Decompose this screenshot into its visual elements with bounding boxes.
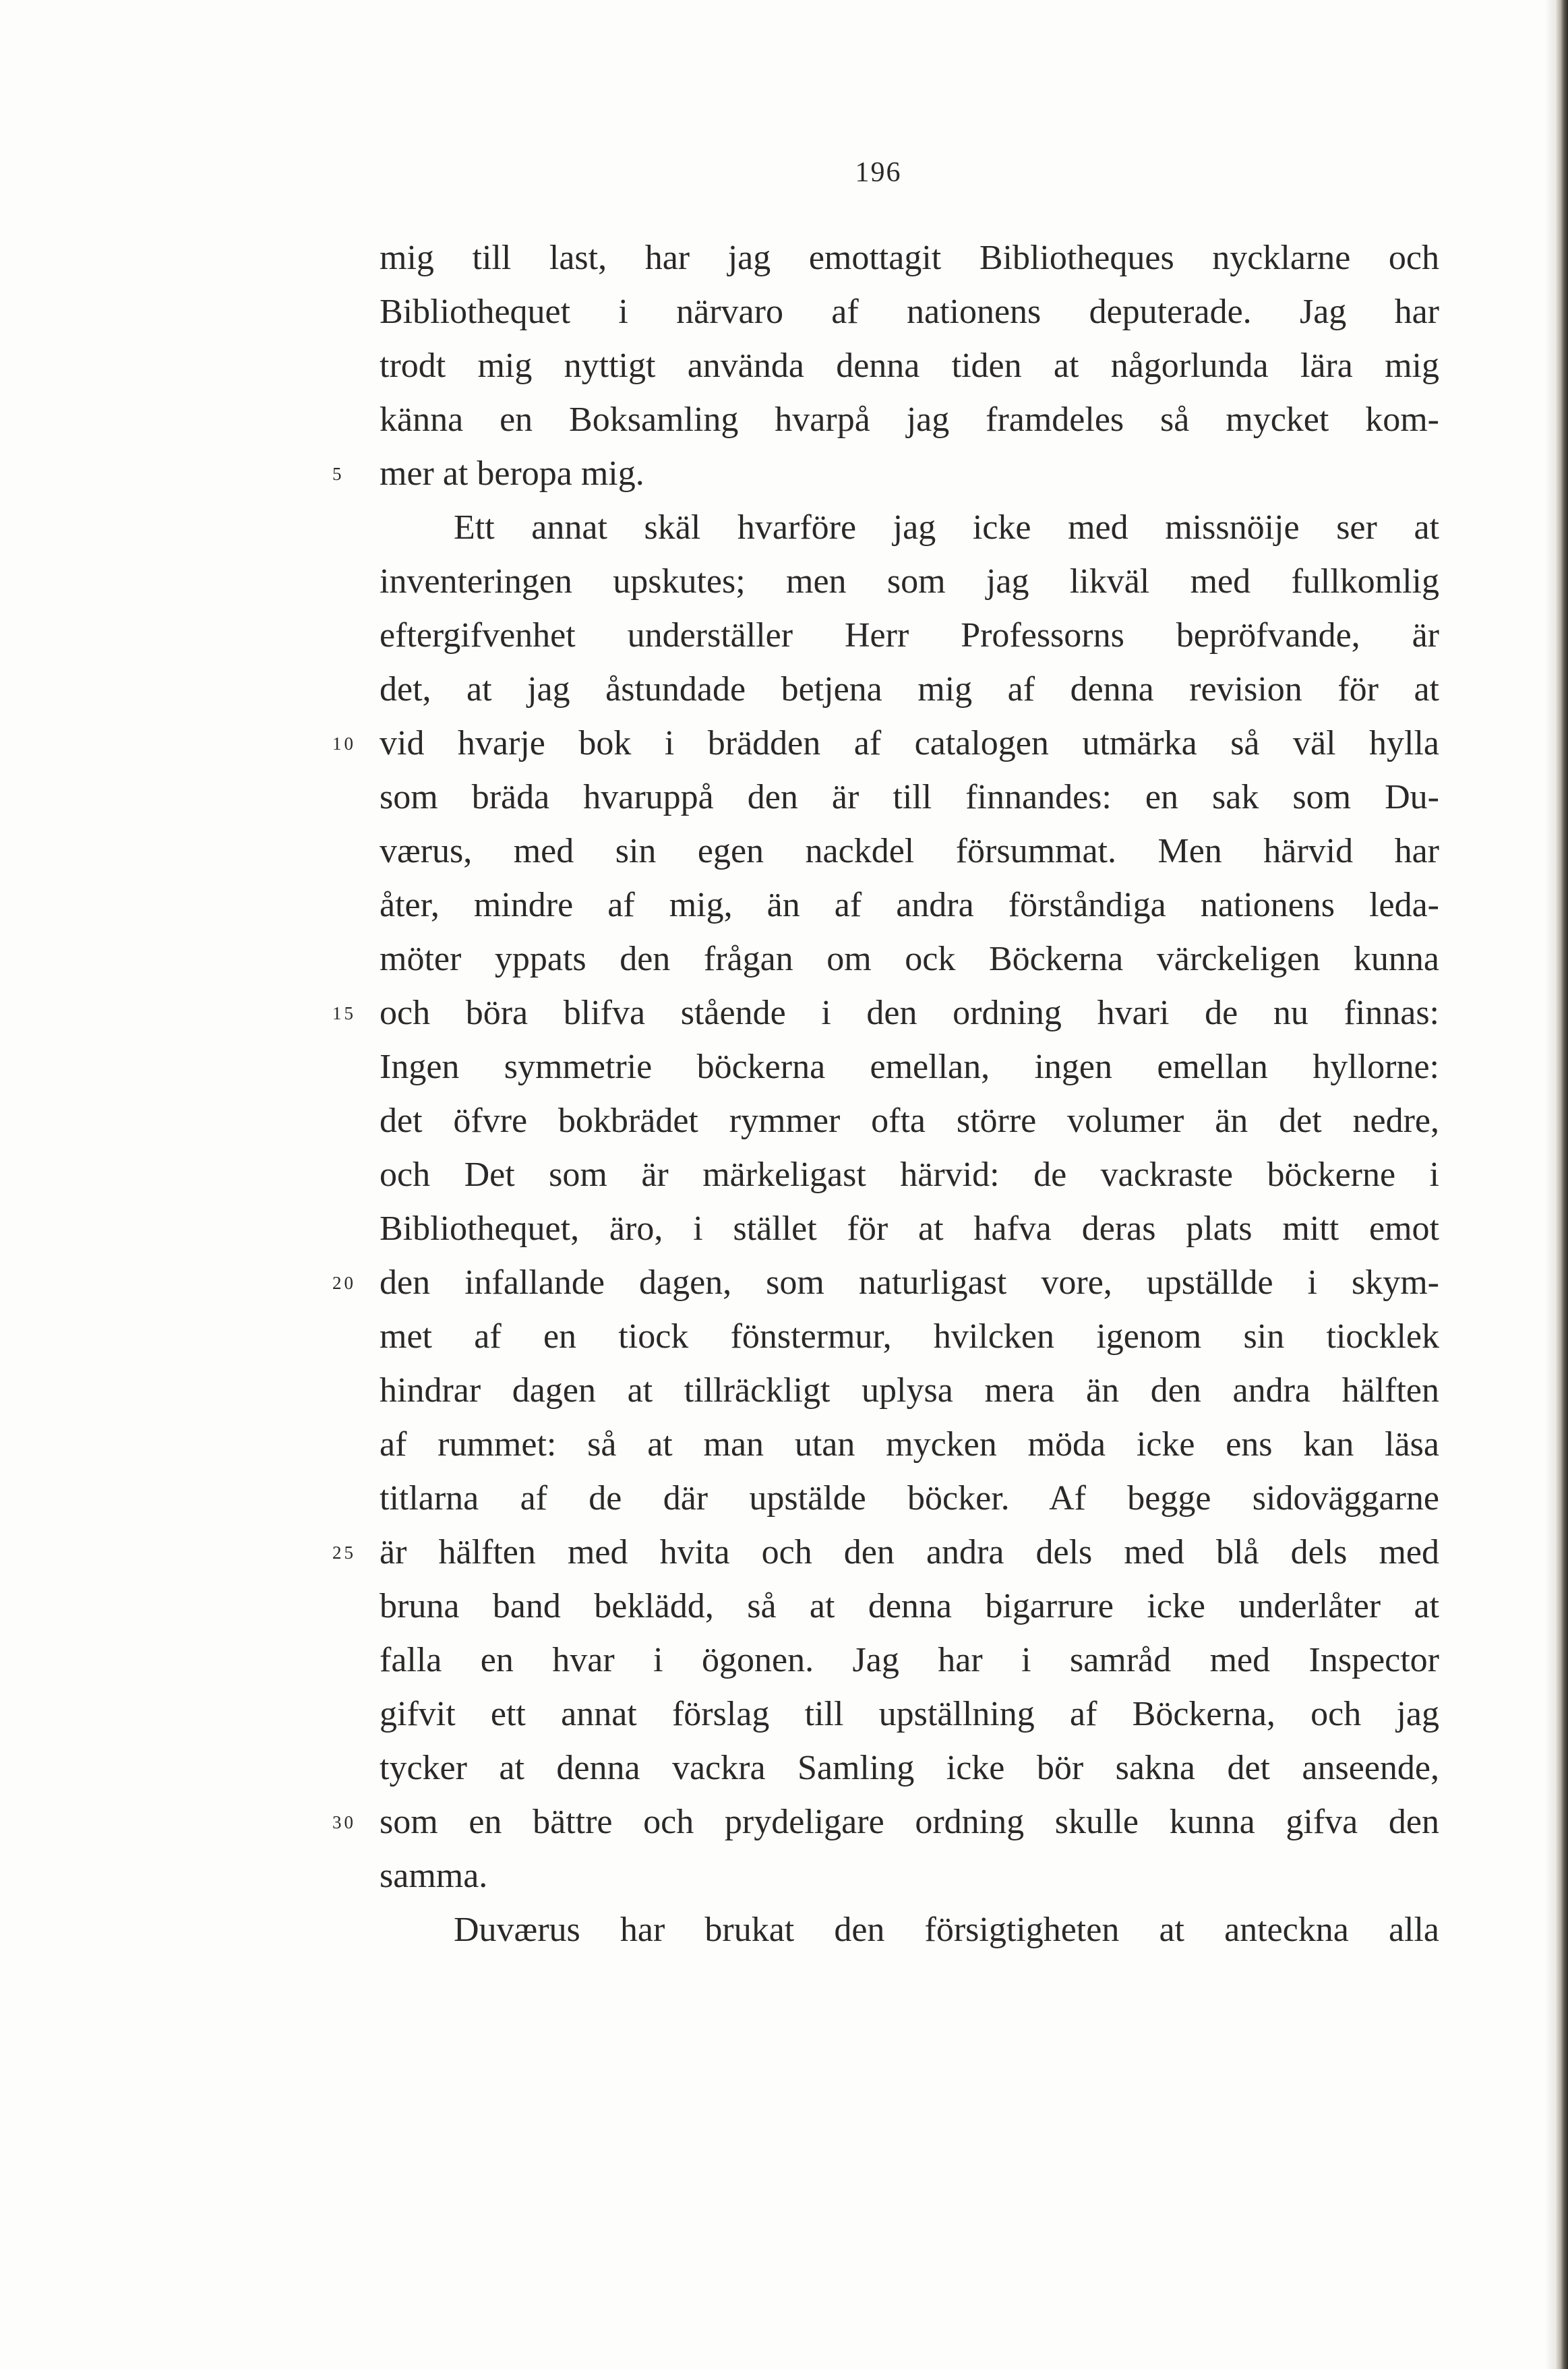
text-line: titlarna af de där upstälde böcker. Af begge sidoväggarne — [380, 1479, 1439, 1518]
text-line: trodt mig nyttigt använda denna tiden at någorlunda lära mig — [380, 347, 1439, 385]
text-line: 10 vid hvarje bok i brädden af catalogen utmärka så väl hylla — [380, 717, 1439, 771]
text-line: som bräda hvaruppå den är till finnandes: en sak som Du- — [380, 778, 1439, 816]
page-edge-gutter — [1545, 0, 1555, 2369]
book-edge-shadow — [1555, 0, 1568, 2369]
text-line: tycker at denna vackra Samling icke bör sakna det anseende, — [380, 1749, 1439, 1787]
line-number: 10 — [332, 733, 356, 754]
text-line: och Det som är märkeligast härvid: de vackraste böckerne i — [380, 1156, 1439, 1194]
text-line: möter yppats den frågan om ock Böckerna värckeligen kunna — [380, 940, 1439, 978]
text-line: samma. — [380, 1857, 488, 1895]
text-line: bruna band beklädd, så at denna bigarrure icke underlåter at — [380, 1587, 1439, 1625]
text-line: eftergifvenhet underställer Herr Professorns bepröfvande, är — [380, 616, 1439, 655]
text-line: Ett annat skäl hvarföre jag icke med missnöije ser at — [454, 508, 1439, 547]
line-number: 20 — [332, 1273, 356, 1293]
text-line: af rummet: så at man utan mycken möda icke ens kan läsa — [380, 1425, 1439, 1464]
text-line: 5 mer at beropa mig. — [380, 447, 1439, 501]
text-line: met af en tiock fönstermur, hvilcken igenom sin tiocklek — [380, 1317, 1439, 1356]
text-line: 15 och böra blifva stående i den ordning hvari de nu finnas: — [380, 986, 1439, 1040]
text-line: mig till last, har jag emottagit Bibliotheques nycklarne och — [380, 239, 1439, 277]
text-line: 20 den infallande dagen, som naturligast vore, upställde i skym- — [380, 1256, 1439, 1310]
text-line: 25 är hälften med hvita och den andra dels med blå dels med — [380, 1526, 1439, 1580]
text-line: känna en Boksamling hvarpå jag framdeles så mycket kom- — [380, 400, 1439, 439]
text-line: falla en hvar i ögonen. Jag har i samråd med Inspector — [380, 1641, 1439, 1679]
body-text — [332, 231, 1439, 1957]
line-number: 5 — [332, 464, 344, 484]
line-number: 30 — [332, 1812, 356, 1832]
text-line: Bibliothequet, äro, i stället för at hafva deras plats mitt emot — [380, 1209, 1439, 1248]
text-line: Ingen symmetrie böckerna emellan, ingen emellan hyllorne: — [380, 1048, 1439, 1086]
text-line: hindrar dagen at tillräckligt uplysa mera än den andra hälften — [380, 1371, 1439, 1410]
text-line: værus, med sin egen nackdel försummat. Men härvid har — [380, 832, 1439, 870]
page-number: 196 — [855, 157, 902, 188]
text-line: åter, mindre af mig, än af andra förståndiga nationens leda- — [380, 886, 1439, 924]
text-line: Bibliothequet i närvaro af nationens deputerade. Jag har — [380, 293, 1439, 331]
line-number: 15 — [332, 1003, 356, 1023]
text-line: det, at jag åstundade betjena mig af denna revision för at — [380, 670, 1439, 709]
line-number: 25 — [332, 1542, 356, 1563]
text-line: det öfvre bokbrädet rymmer ofta större volumer än det nedre, — [380, 1102, 1439, 1140]
text-line: 30 som en bättre och prydeligare ordning skulle kunna gifva den — [380, 1795, 1439, 1849]
text-line: gifvit ett annat förslag till upställning af Böckerna, och jag — [380, 1695, 1439, 1733]
text-line: inventeringen upskutes; men som jag likväl med fullkomlig — [380, 562, 1439, 601]
text-line: Duværus har brukat den försigtigheten at anteckna alla — [454, 1911, 1439, 1949]
